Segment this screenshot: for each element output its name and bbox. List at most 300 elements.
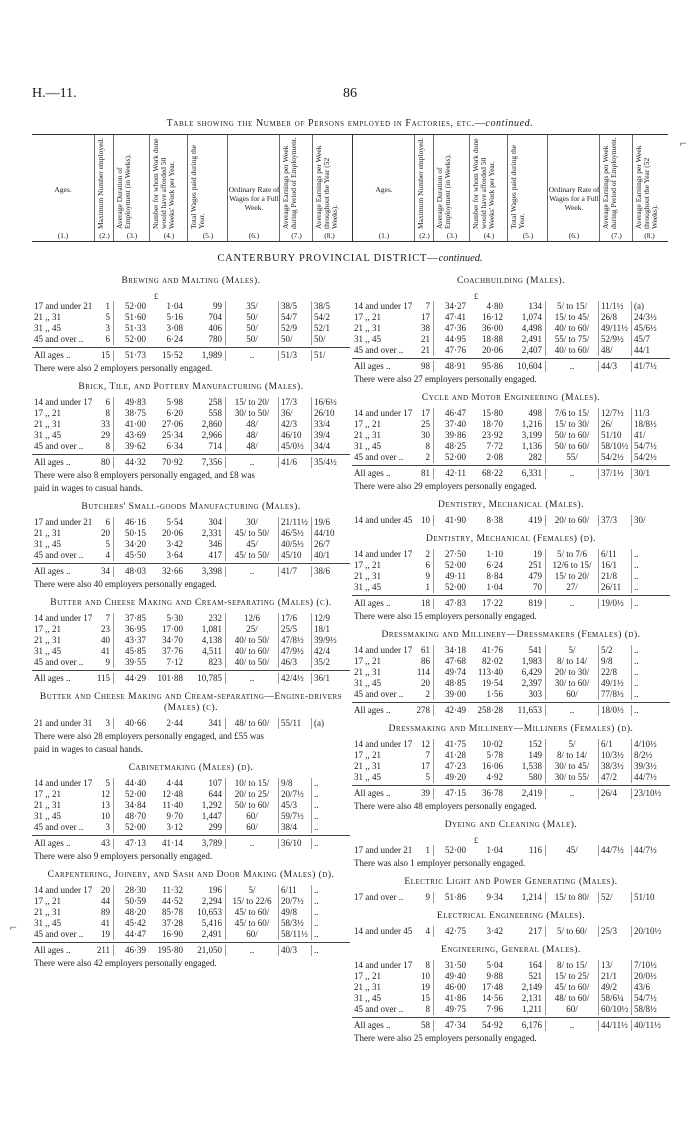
table-cell: 25 — [414, 419, 434, 430]
table-cell: 5·78 — [486, 750, 503, 760]
table-cell: 27/ — [566, 582, 578, 592]
table-cell: 9 — [414, 571, 434, 582]
table-cell: 4·44 — [166, 778, 183, 788]
table-cell: 1 — [94, 301, 114, 312]
column-header-label: Total Wages paid during the Year. — [189, 144, 206, 229]
table-cell: 45/ — [246, 539, 258, 549]
table-cell: 14 and under 17 — [34, 885, 93, 895]
table-cell: 40/ to 50/ — [234, 657, 270, 667]
table-row — [32, 646, 350, 657]
section-title: Butter and Cheese Making and Cream-separating (Males) (c). — [50, 598, 332, 608]
table-cell: 5·04 — [486, 960, 503, 970]
table-cell: 17 ,, 21 — [34, 896, 61, 906]
table-row — [352, 656, 670, 667]
table-cell: 58/3½ — [278, 918, 311, 929]
table-cell: 31 ,, 45 — [354, 772, 381, 782]
table-row — [352, 549, 670, 560]
table-cell: 6/11 — [598, 549, 631, 560]
table-cell: 17·22 — [482, 598, 503, 608]
table-cell: 52·00 — [125, 334, 146, 344]
table-cell: 17/3 — [278, 397, 311, 408]
table-cell: 24/3½ — [631, 312, 664, 323]
table-cell: 48/ — [598, 345, 631, 356]
table-cell: 1,216 — [506, 419, 546, 430]
table-cell: All ages .. — [34, 350, 71, 360]
table-cell: 44·40 — [125, 778, 146, 788]
table-cell: 17 ,, 21 — [354, 971, 381, 981]
table-cell: .. — [311, 811, 344, 822]
table-cell: 15/ to 30/ — [554, 419, 590, 429]
table-cell: .. — [631, 667, 664, 678]
table-cell: 60/ — [246, 929, 258, 939]
table-cell: 5,416 — [186, 918, 226, 929]
table-cell: 4 — [414, 926, 434, 937]
table-cell: 30/1 — [631, 468, 664, 479]
table-cell: 39/4 — [311, 430, 344, 441]
table-cell: 14 and under 17 — [34, 613, 93, 623]
table-row — [32, 397, 350, 408]
section-title: Brick, Tile, and Pottery Manufacturing (Males). — [78, 382, 304, 392]
table-cell: 6 — [94, 517, 114, 528]
table-cell: 55/11 — [278, 718, 311, 729]
table-cell: .. — [631, 645, 664, 656]
table-cell: 58/10½ — [598, 441, 631, 452]
table-cell: 8 — [94, 408, 114, 419]
table-cell: 47·76 — [445, 345, 466, 355]
table-cell: 60/10½ — [598, 1004, 631, 1015]
table-cell: 3,199 — [506, 430, 546, 441]
section-title: Butter and Cheese Making and Cream-separating—Engine-drivers (Males) (c). — [39, 692, 343, 713]
table-cell: 2 — [414, 549, 434, 560]
table-cell: 1,081 — [186, 624, 226, 635]
table-cell: 47·41 — [445, 312, 466, 322]
table-row — [32, 613, 350, 624]
table-cell: 47·83 — [445, 598, 466, 608]
table-row — [32, 907, 350, 918]
table-cell: 278 — [414, 705, 434, 716]
table-cell: 18/1 — [311, 624, 344, 635]
column-number: (8.) — [324, 231, 335, 240]
table-cell: 2,294 — [186, 896, 226, 907]
table-cell: 704 — [186, 312, 226, 323]
table-cell: 17 and under 21 — [34, 301, 93, 311]
table-cell: 419 — [506, 515, 546, 526]
section-note: There were also 48 employers personally engaged. — [354, 801, 537, 811]
table-cell: 15/ to 20/ — [234, 397, 270, 407]
table-cell: 54/2½ — [631, 452, 664, 463]
table-cell: 45 and over .. — [34, 550, 84, 560]
table-cell: 12 — [414, 739, 434, 750]
table-cell: 28·30 — [125, 885, 146, 895]
column-number: (5.) — [522, 231, 534, 240]
column-number: (4.) — [483, 231, 495, 240]
industry-section — [32, 502, 350, 590]
table-cell: 49·20 — [445, 772, 466, 782]
table-cell: 5 — [414, 772, 434, 783]
table-cell: 21 — [414, 345, 434, 356]
table-cell: 31 ,, 45 — [34, 811, 61, 821]
total-row — [32, 942, 350, 956]
table-cell: 780 — [186, 334, 226, 345]
table-cell: 7·72 — [486, 441, 503, 451]
table-cell: 14 and under 17 — [354, 408, 413, 418]
table-cell: All ages .. — [34, 566, 71, 576]
table-cell: 5/ to 7/6 — [556, 549, 587, 559]
table-cell: 23·92 — [482, 430, 503, 440]
table-cell: 8 — [414, 960, 434, 971]
table-cell: 6·24 — [486, 560, 503, 570]
table-cell: 6·20 — [166, 408, 183, 418]
table-cell: 41·90 — [445, 515, 466, 525]
table-row — [32, 408, 350, 419]
table-cell: 7·96 — [486, 1004, 503, 1014]
table-row — [352, 689, 670, 700]
table-cell: 40/11½ — [631, 1020, 664, 1031]
table-cell: 68·22 — [482, 468, 503, 478]
table-cell: 8/2½ — [631, 750, 664, 761]
table-cell: 44/3 — [598, 361, 631, 372]
table-cell: 644 — [186, 789, 226, 800]
table-title — [0, 118, 700, 129]
table-cell: 20 — [414, 678, 434, 689]
table-cell: 1·04 — [166, 301, 183, 311]
table-cell: 43/6 — [631, 982, 664, 993]
total-row — [352, 358, 670, 372]
table-cell: 2,331 — [186, 528, 226, 539]
table-cell: 2,407 — [506, 345, 546, 356]
table-cell: 41·14 — [162, 838, 183, 848]
table-cell: 49/1½ — [598, 678, 631, 689]
table-cell: 6,176 — [506, 1020, 546, 1031]
column-number: (4.) — [163, 231, 175, 240]
total-row — [32, 835, 350, 849]
table-cell: 17 ,, 21 — [354, 419, 381, 429]
table-cell: 52·00 — [445, 845, 466, 855]
table-cell: 44·47 — [125, 929, 146, 939]
table-cell: 26/ — [598, 419, 631, 430]
table-cell: 17/6 — [278, 613, 311, 624]
table-cell: 16/6½ — [311, 397, 344, 408]
table-cell: 20/ to 25/ — [234, 789, 270, 799]
table-cell: 52·00 — [445, 582, 466, 592]
table-cell: 50/ — [246, 334, 258, 344]
table-cell: 21 ,, 31 — [34, 419, 61, 429]
table-cell: 58/11½ — [278, 929, 311, 940]
table-cell: 2,491 — [186, 929, 226, 940]
table-cell: 21/8 — [598, 571, 631, 582]
table-cell: 258·28 — [477, 705, 503, 715]
table-cell: 50/ — [246, 323, 258, 333]
table-cell: 37·76 — [162, 646, 183, 656]
table-cell: 50/ — [246, 312, 258, 322]
table-cell: 8 — [414, 441, 434, 452]
table-cell: .. — [311, 778, 344, 789]
column-header-label: Average Duration of Employment (in Weeks). — [435, 154, 452, 229]
table-cell: 3 — [94, 822, 114, 833]
table-cell: 50·15 — [125, 528, 146, 538]
table-cell: All ages .. — [354, 468, 391, 478]
table-cell: 14 and under 45 — [354, 926, 413, 936]
table-cell: 41·86 — [445, 993, 466, 1003]
industry-section — [32, 763, 350, 862]
table-cell: 17 and over .. — [354, 892, 404, 902]
table-cell: 17 ,, 21 — [34, 408, 61, 418]
table-cell: 5·54 — [166, 517, 183, 527]
table-cell: 19/6 — [311, 517, 344, 528]
table-cell: 13/ — [598, 960, 631, 971]
section-note: There were also 42 employers personally engaged. — [34, 958, 217, 968]
column-header-label: Average Duration of Employment (in Weeks). — [115, 154, 132, 229]
table-cell: 45/ to 60/ — [234, 907, 270, 917]
table-cell: 15/ to 22/6 — [232, 896, 272, 906]
table-cell: 9/8 — [278, 778, 311, 789]
table-cell: All ages .. — [34, 673, 71, 683]
section-title: Electric Light and Power Generating (Males). — [404, 877, 618, 887]
table-cell: 54·92 — [482, 1020, 503, 1030]
table-cell: 50/ to 60/ — [554, 430, 590, 440]
table-cell: 2·44 — [166, 718, 183, 728]
column-header-label: Ordinary Rate of Wages for a Full Week. — [548, 185, 600, 212]
table-cell: 7/10½ — [631, 960, 664, 971]
table-cell: 38/5 — [311, 301, 344, 312]
table-cell: 43 — [94, 838, 114, 849]
table-cell: 50/ — [278, 334, 311, 345]
table-cell: 44·95 — [445, 334, 466, 344]
table-cell: 17·00 — [162, 624, 183, 634]
table-cell: 10,604 — [506, 361, 546, 372]
table-cell: 34·70 — [162, 635, 183, 645]
table-row — [32, 550, 350, 561]
column-header-label: Ages. — [54, 185, 72, 194]
table-cell: 17 ,, 21 — [354, 560, 381, 570]
table-cell: 21 ,, 31 — [34, 528, 61, 538]
table-cell: 17 and under 21 — [34, 517, 93, 527]
column-header-right-5 — [507, 135, 548, 241]
table-cell: 2 — [414, 452, 434, 463]
table-cell: 303 — [506, 689, 546, 700]
table-cell: 1·04 — [486, 845, 503, 855]
table-cell: 17 ,, 21 — [354, 750, 381, 760]
table-cell: 25/5 — [278, 624, 311, 635]
table-cell: 15/ to 45/ — [554, 312, 590, 322]
table-cell: 15 — [94, 350, 114, 361]
table-cell: 3·12 — [166, 822, 183, 832]
table-cell: 45 and over .. — [34, 334, 84, 344]
table-cell: 86 — [414, 656, 434, 667]
table-cell: 37/3 — [598, 515, 631, 526]
total-row — [352, 1017, 670, 1031]
table-cell: 40 — [94, 635, 114, 646]
column-number: (3.) — [446, 231, 458, 240]
table-cell: 2,491 — [506, 334, 546, 345]
section-note: There were also 40 employers personally engaged. — [34, 579, 217, 589]
table-cell: 18/8½ — [631, 419, 664, 430]
table-cell: .. — [569, 361, 575, 371]
table-cell: 37/1½ — [598, 468, 631, 479]
table-cell: All ages .. — [354, 1020, 391, 1030]
table-cell: 19/0½ — [598, 598, 631, 609]
table-cell: 12/9 — [311, 613, 344, 624]
table-cell: 299 — [186, 822, 226, 833]
table-cell: 7/6 to 15/ — [554, 408, 590, 418]
table-cell: 41 — [94, 918, 114, 929]
table-row — [32, 624, 350, 635]
table-cell: 3·64 — [166, 550, 183, 560]
table-row — [32, 430, 350, 441]
table-cell: 15/ to 25/ — [554, 971, 590, 981]
table-cell: 114 — [414, 667, 434, 678]
table-cell: 52·00 — [125, 301, 146, 311]
table-cell: 45·85 — [125, 646, 146, 656]
column-number: (2.) — [419, 231, 430, 240]
table-row — [32, 635, 350, 646]
table-cell: 20/ to 60/ — [554, 515, 590, 525]
table-cell: 48·25 — [445, 441, 466, 451]
table-cell: 9 — [94, 657, 114, 668]
table-row — [32, 718, 350, 729]
table-cell: 47/8½ — [278, 635, 311, 646]
column-number: (6.) — [248, 231, 260, 240]
table-cell: 41/7 — [278, 566, 311, 577]
table-row — [352, 739, 670, 750]
table-row — [352, 761, 670, 772]
total-row — [32, 454, 350, 468]
table-cell: 12/6 — [243, 613, 260, 623]
table-cell: 521 — [506, 971, 546, 982]
table-cell: 18/0½ — [598, 705, 631, 716]
table-cell: 5 — [94, 312, 114, 323]
table-row — [352, 667, 670, 678]
table-cell: 58/6¼ — [598, 993, 631, 1004]
table-cell: 152 — [506, 739, 546, 750]
table-cell: 18·70 — [482, 419, 503, 429]
table-cell: 7 — [414, 301, 434, 312]
table-cell: 31 ,, 45 — [34, 646, 61, 656]
table-cell: 54/2 — [311, 312, 344, 323]
table-cell: 3·08 — [166, 323, 183, 333]
table-cell: 52/ — [598, 892, 631, 903]
column-number: (3.) — [126, 231, 138, 240]
table-cell: 30/ to 50/ — [234, 408, 270, 418]
table-cell: 54/7½ — [631, 441, 664, 452]
table-cell: 41/6 — [278, 457, 311, 468]
table-cell: 35/2 — [311, 657, 344, 668]
industry-section — [352, 911, 670, 937]
table-row — [352, 430, 670, 441]
table-cell: 17 and under 21 — [354, 845, 413, 855]
table-cell: 20/7½ — [278, 896, 311, 907]
table-cell: .. — [569, 788, 575, 798]
table-cell: 6/11 — [278, 885, 311, 896]
table-row — [32, 896, 350, 907]
table-cell: 15/ to 80/ — [554, 892, 590, 902]
column-header-right-4 — [469, 135, 508, 241]
table-cell: 11/1½ — [598, 301, 631, 312]
table-cell: 251 — [506, 560, 546, 571]
table-cell: 21 and under 31 — [34, 718, 93, 728]
table-cell: 4,498 — [506, 323, 546, 334]
table-cell: 3·42 — [166, 539, 183, 549]
table-cell: 17 ,, 21 — [354, 656, 381, 666]
table-row — [32, 918, 350, 929]
table-cell: 1,447 — [186, 811, 226, 822]
table-cell: 41·76 — [482, 645, 503, 655]
column-number: (6.) — [568, 231, 580, 240]
table-cell: 9·88 — [486, 971, 503, 981]
right-column — [352, 268, 670, 1044]
table-cell: 5/2 — [598, 645, 631, 656]
table-cell: 20·06 — [482, 345, 503, 355]
table-cell: 50/ — [311, 334, 344, 345]
table-cell: 1·10 — [486, 549, 503, 559]
table-cell: 2,149 — [506, 982, 546, 993]
table-cell: 55/ — [566, 452, 578, 462]
table-cell: 1,292 — [186, 800, 226, 811]
table-cell: 38/6 — [311, 566, 344, 577]
table-cell: 11,653 — [506, 705, 546, 716]
table-cell: 49·74 — [445, 667, 466, 677]
table-cell: 23 — [94, 624, 114, 635]
table-cell: 9 — [414, 892, 434, 903]
table-cell: 34·27 — [445, 301, 466, 311]
section-note: paid in wages to casual hands. — [34, 483, 143, 493]
table-cell: 15·80 — [482, 408, 503, 418]
column-header-left-1 — [32, 135, 94, 241]
table-cell: 49·83 — [125, 397, 146, 407]
table-cell: 45 and over .. — [354, 345, 404, 355]
table-cell: 195·80 — [157, 945, 183, 955]
table-cell: 49/2 — [598, 982, 631, 993]
table-cell: 5·98 — [166, 397, 183, 407]
table-cell: All ages .. — [34, 457, 71, 467]
table-cell: .. — [631, 689, 664, 700]
table-cell: 45 and over .. — [354, 1004, 404, 1014]
table-cell: 5/ — [248, 885, 256, 895]
table-cell: 48/ to 60/ — [234, 718, 270, 728]
table-cell: 32·66 — [162, 566, 183, 576]
table-cell: 44/7½ — [631, 845, 664, 856]
section-note: There was also 1 employer personally engaged. — [354, 858, 526, 868]
table-cell: .. — [631, 560, 664, 571]
table-row — [352, 926, 670, 937]
table-cell: 21 ,, 31 — [354, 430, 381, 440]
table-cell: 47·36 — [445, 323, 466, 333]
table-cell: All ages .. — [354, 788, 391, 798]
table-cell: 58 — [414, 1020, 434, 1031]
table-row — [352, 772, 670, 783]
table-cell: 14 and under 17 — [354, 960, 413, 970]
table-cell: 54/7½ — [631, 993, 664, 1004]
table-cell: .. — [311, 929, 344, 940]
table-cell: 1 — [414, 582, 434, 593]
table-cell: 37·85 — [125, 613, 146, 623]
table-cell: 31 ,, 45 — [354, 678, 381, 688]
table-cell: 40·66 — [125, 718, 146, 728]
table-cell: 6 — [414, 560, 434, 571]
table-cell: 45·42 — [125, 918, 146, 928]
table-row — [352, 323, 670, 334]
table-cell: 341 — [186, 718, 226, 729]
table-cell: 39·55 — [125, 657, 146, 667]
table-cell: 36/ — [278, 408, 311, 419]
industry-section — [352, 534, 670, 622]
table-cell: 10 — [414, 971, 434, 982]
table-cell: All ages .. — [354, 598, 391, 608]
table-cell: 479 — [506, 571, 546, 582]
table-cell: 11·32 — [162, 885, 183, 895]
table-cell: 51·33 — [125, 323, 146, 333]
table-row — [352, 678, 670, 689]
